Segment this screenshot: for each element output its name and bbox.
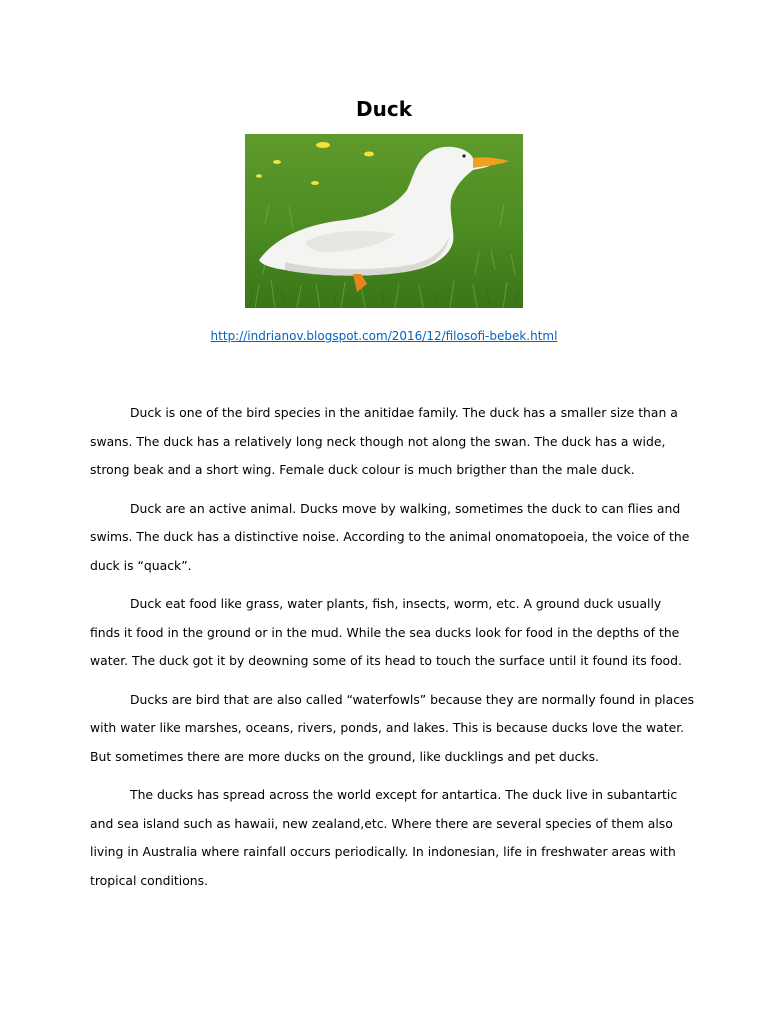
paragraph-line: The ducks has spread across the world except for antartica. The duck live in subantartic [130, 787, 678, 802]
duck-photo [245, 134, 523, 308]
paragraph-line: strong beak and a short wing. Female duck colour is much brigther than the male duck. [90, 462, 635, 477]
paragraph-line: duck is “quack”. [90, 557, 192, 573]
paragraph [90, 590, 690, 676]
source-link[interactable]: http://indrianov.blogspot.com/2016/12/filosofi-bebek.html [210, 329, 558, 343]
paragraph-line: But sometimes there are more ducks on the ground, like ducklings and pet ducks. [90, 748, 599, 764]
paragraph-line: finds it food in the ground or in the mud. While the sea ducks look for food in the depths of the [90, 624, 680, 640]
paragraph [90, 781, 690, 895]
paragraph-line: Duck are an active animal. Ducks move by walking, sometimes the duck to can flies and [130, 500, 681, 516]
paragraph-line: with water like marshes, oceans, rivers, ponds, and lakes. This is because ducks love the water. [90, 720, 685, 735]
paragraph-line: water. The duck got it by deowning some of its head to touch the surface until it found its food. [90, 653, 682, 668]
paragraph-line: Duck is one of the bird species in the anitidae family. The duck has a smaller size than a [130, 405, 678, 420]
paragraph-line: swans. The duck has a relatively long neck though not along the swan. The duck has a wide, [90, 433, 666, 449]
paragraph [90, 686, 695, 772]
paragraph-line: living in Australia where rainfall occurs periodically. In indonesian, life in freshwater areas with [90, 844, 676, 859]
paragraph-line: Ducks are bird that are also called “waterfowls” because they are normally found in places [130, 691, 695, 707]
paragraph [90, 495, 690, 581]
paragraph-line: Duck eat food like grass, water plants, fish, insects, worm, etc. A ground duck usually [130, 596, 662, 611]
paragraph-line: and sea island such as hawaii, new zealand,etc. Where there are several species of them also [90, 815, 673, 831]
body-text [90, 399, 695, 905]
paragraph-line: swims. The duck has a distinctive noise. According to the animal onomatopoeia, the voice of the [90, 529, 690, 544]
document-title: Duck [356, 97, 412, 121]
paragraph-line: tropical conditions. [90, 872, 209, 888]
paragraph [90, 399, 690, 485]
